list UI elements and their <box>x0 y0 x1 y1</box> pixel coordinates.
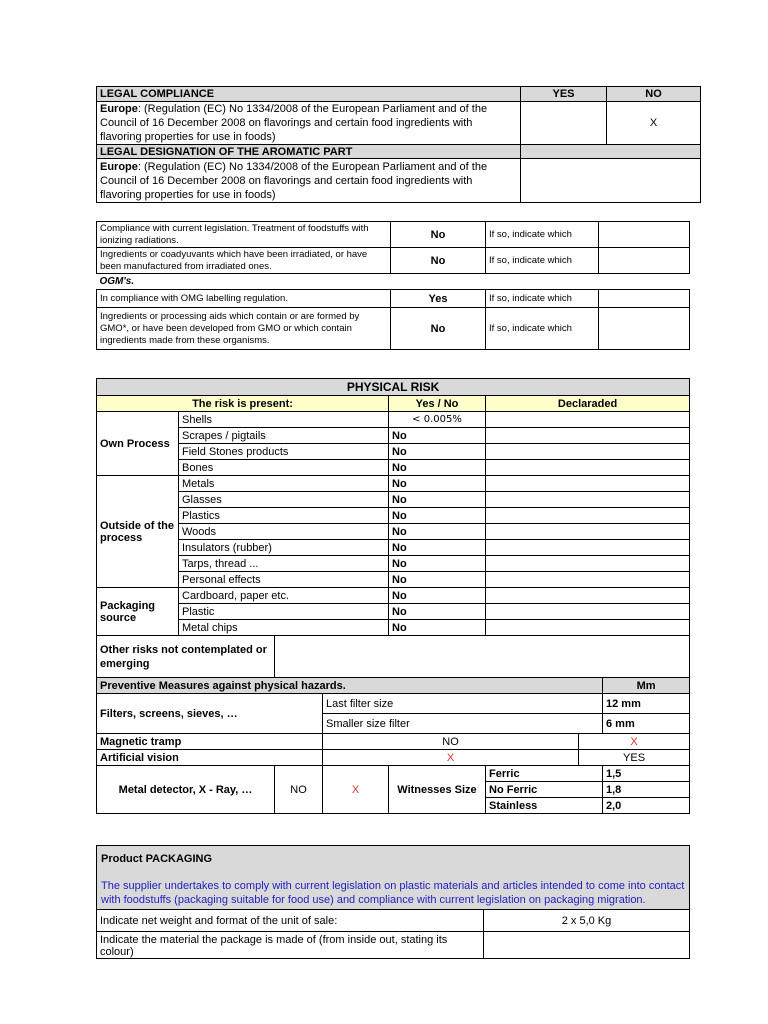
magnetic-tramp-yes[interactable]: X <box>579 734 690 750</box>
preventive-measures-title: Preventive Measures against physical hazards. <box>97 678 603 694</box>
compliance-regulation: Europe: (Regulation (EC) No 1334/2008 of the European Parliament and of the Council of 16 December 2008 on flavorings and certain food ingredients with flavoring properties for use in foods) <box>97 102 521 145</box>
artificial-vision-yes[interactable]: YES <box>579 750 690 766</box>
risk-declared[interactable] <box>486 620 690 636</box>
witness-value[interactable]: 1,5 <box>603 766 690 782</box>
irradiation-row-hint: If so, indicate which <box>486 248 599 274</box>
risk-declared[interactable] <box>486 524 690 540</box>
ogm-row-hint: If so, indicate which <box>486 308 599 350</box>
group-label: Own Process <box>97 412 179 476</box>
risk-item: Bones <box>179 460 389 476</box>
ogm-row-detail[interactable] <box>599 308 690 350</box>
risk-item: Field Stones products <box>179 444 389 460</box>
last-filter-label: Last filter size <box>323 694 603 714</box>
risk-present-header: The risk is present: <box>97 396 389 412</box>
yes-header: YES <box>521 87 607 102</box>
risk-declared[interactable] <box>486 428 690 444</box>
metal-detector-label: Metal detector, X - Ray, … <box>97 766 275 814</box>
packaging-header <box>97 846 690 910</box>
risk-value[interactable]: < 0.005% <box>389 412 486 428</box>
net-weight-value[interactable]: 2 x 5,0 Kg <box>484 910 690 932</box>
risk-value[interactable]: No <box>389 556 486 572</box>
risk-declared[interactable] <box>486 572 690 588</box>
risk-item: Plastics <box>179 508 389 524</box>
risk-declared[interactable] <box>486 556 690 572</box>
risk-declared[interactable] <box>486 460 690 476</box>
risk-value[interactable]: No <box>389 444 486 460</box>
risk-item: Woods <box>179 524 389 540</box>
legal-designation-title: LEGAL DESIGNATION OF THE AROMATIC PART <box>97 145 521 159</box>
ogm-row-answer[interactable]: Yes <box>391 290 486 308</box>
witness-value[interactable]: 2,0 <box>603 798 690 814</box>
other-risks-label: Other risks not contemplated or emerging <box>97 636 275 678</box>
smaller-filter-label: Smaller size filter <box>323 714 603 734</box>
risk-item: Metals <box>179 476 389 492</box>
risk-item: Glasses <box>179 492 389 508</box>
risk-value[interactable]: No <box>389 508 486 524</box>
witness-type: No Ferric <box>486 782 603 798</box>
risk-value[interactable]: No <box>389 524 486 540</box>
product-packaging-table <box>96 845 690 959</box>
artificial-vision-no[interactable]: X <box>323 750 579 766</box>
risk-declared[interactable] <box>486 492 690 508</box>
risk-declared[interactable] <box>486 508 690 524</box>
designation-answer-cell[interactable] <box>521 159 701 203</box>
compliance-no-cell[interactable]: X <box>607 102 701 145</box>
ogm-label: OGM's. <box>99 276 135 287</box>
packaging-statement: The supplier undertakes to comply with current legislation on plastic materials and articles intended to come into contact with foodstuffs (packaging suitable for food use) and compliance with current legislation on packaging migration. <box>101 880 685 906</box>
risk-item: Scrapes / pigtails <box>179 428 389 444</box>
risk-item: Cardboard, paper etc. <box>179 588 389 604</box>
irradiation-row-answer[interactable]: No <box>391 222 486 248</box>
ogm-row-text: In compliance with OMG labelling regulation. <box>97 290 391 308</box>
risk-item: Personal effects <box>179 572 389 588</box>
legal-compliance-title: LEGAL COMPLIANCE <box>97 87 521 102</box>
package-material-label: Indicate the material the package is made of (from inside out, stating its colour) <box>97 932 484 959</box>
net-weight-label: Indicate net weight and format of the unit of sale: <box>97 910 484 932</box>
irradiation-row-answer[interactable]: No <box>391 248 486 274</box>
ogm-row-answer[interactable]: No <box>391 308 486 350</box>
risk-item: Insulators (rubber) <box>179 540 389 556</box>
other-risks-answer[interactable] <box>275 636 690 678</box>
legal-compliance-table <box>96 86 701 203</box>
physical-risk-table <box>96 378 690 814</box>
ogm-row-hint: If so, indicate which <box>486 290 599 308</box>
filters-label: Filters, screens, sieves, … <box>97 694 323 734</box>
metal-detector-yes[interactable]: X <box>323 766 389 814</box>
witness-type: Stainless <box>486 798 603 814</box>
irradiation-table <box>96 221 690 350</box>
magnetic-tramp-no[interactable]: NO <box>323 734 579 750</box>
risk-declared[interactable] <box>486 604 690 620</box>
risk-declared[interactable] <box>486 588 690 604</box>
risk-value[interactable]: No <box>389 476 486 492</box>
group-label: Outside of the process <box>97 476 179 588</box>
risk-value[interactable]: No <box>389 588 486 604</box>
risk-declared[interactable] <box>486 476 690 492</box>
risk-item: Metal chips <box>179 620 389 636</box>
witnesses-size-label: Witnesses Size <box>389 766 486 814</box>
risk-value[interactable]: No <box>389 604 486 620</box>
irradiation-row-detail[interactable] <box>599 248 690 274</box>
yes-no-header: Yes / No <box>389 396 486 412</box>
magnetic-tramp-label: Magnetic tramp <box>97 734 323 750</box>
risk-item: Tarps, thread ... <box>179 556 389 572</box>
designation-header-blank <box>521 145 701 159</box>
risk-value[interactable]: No <box>389 428 486 444</box>
witness-type: Ferric <box>486 766 603 782</box>
declared-header: Declaraded <box>486 396 690 412</box>
risk-declared[interactable] <box>486 444 690 460</box>
package-material-value[interactable] <box>484 932 690 959</box>
no-header: NO <box>607 87 701 102</box>
risk-value[interactable]: No <box>389 540 486 556</box>
witness-value[interactable]: 1,8 <box>603 782 690 798</box>
compliance-yes-cell[interactable] <box>521 102 607 145</box>
risk-value[interactable]: No <box>389 572 486 588</box>
ogm-row-text: Ingredients or processing aids which contain or are formed by GMO*, or have been developed from GMO or which contain ingredients made from these organisms. <box>97 308 391 350</box>
last-filter-value[interactable]: 12 mm <box>603 694 690 714</box>
designation-regulation: Europe: (Regulation (EC) No 1334/2008 of the European Parliament and of the Council of 16 December 2008 on flavorings and certain food ingredients with flavoring properties for use in foods) <box>97 159 521 203</box>
irradiation-row-text: Compliance with current legislation. Treatment of foodstuffs with ionizing radiations. <box>97 222 391 248</box>
irradiation-row-hint: If so, indicate which <box>486 222 599 248</box>
risk-value[interactable]: No <box>389 492 486 508</box>
smaller-filter-value[interactable]: 6 mm <box>603 714 690 734</box>
risk-declared[interactable] <box>486 540 690 556</box>
risk-value[interactable]: No <box>389 460 486 476</box>
mm-header: Mm <box>603 678 690 694</box>
risk-value[interactable]: No <box>389 620 486 636</box>
risk-item: Plastic <box>179 604 389 620</box>
metal-detector-no[interactable]: NO <box>275 766 323 814</box>
irradiation-row-detail[interactable] <box>599 222 690 248</box>
physical-risk-title: PHYSICAL RISK <box>97 379 690 396</box>
ogm-row-detail[interactable] <box>599 290 690 308</box>
risk-item: Shells <box>179 412 389 428</box>
risk-declared[interactable] <box>486 412 690 428</box>
packaging-title: Product PACKAGING <box>101 853 213 865</box>
group-label: Packaging source <box>97 588 179 636</box>
irradiation-row-text: Ingredients or coadyuvants which have been irradiated, or have been manufactured from irradiated ones. <box>97 248 391 274</box>
artificial-vision-label: Artificial vision <box>97 750 323 766</box>
